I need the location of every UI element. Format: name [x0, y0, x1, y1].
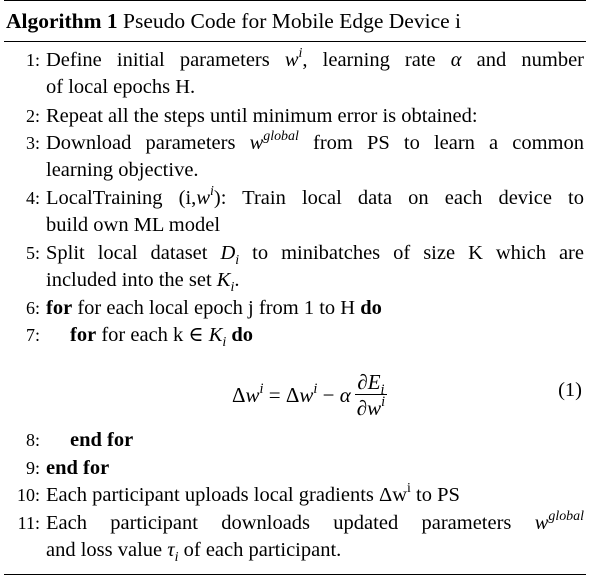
line-row: Each participant uploads local gradients $\Delta w^i$ to PS: [46, 481, 460, 506]
line-text: [46, 455, 584, 482]
equation-lhs: $\Delta w^i = \Delta w^i - \alpha$: [232, 380, 351, 407]
line-row: and loss value $\tau_i$ of each participant.: [46, 539, 342, 566]
end-for-keyword: end for: [70, 429, 134, 451]
line-number: 6:: [25, 298, 40, 318]
line-text: [46, 47, 584, 101]
line-row: Define initial parameters $w^i$, learning rate α and number: [46, 46, 584, 71]
equation-1: [4, 365, 586, 425]
line-number: 2:: [25, 106, 40, 126]
line-row: Each participant downloads updated parameters $w^{global}$: [46, 509, 584, 534]
line-text: [46, 103, 584, 130]
do-keyword: do: [360, 297, 382, 319]
line-text: [46, 295, 584, 322]
end-for-keyword: end for: [46, 457, 110, 479]
algorithm-label: Algorithm 1: [6, 9, 118, 33]
caption-rule: [4, 41, 586, 42]
line-text: [46, 240, 584, 294]
algorithm-caption: [6, 6, 461, 36]
line-text: [70, 427, 584, 454]
line-row: LocalTraining $(i,w^i)$: Train local data on each device to: [46, 184, 584, 209]
line-number: 4:: [25, 188, 40, 208]
line-number: 7:: [25, 325, 40, 345]
do-keyword: do: [231, 324, 254, 346]
line-number: 11:: [17, 513, 40, 533]
line-text: [46, 130, 584, 184]
line-row: included into the set $K_i$.: [46, 269, 240, 296]
line-row: Repeat all the steps until minimum error is obtained:: [46, 105, 478, 127]
top-rule: [4, 0, 586, 1]
algorithm-title: Pseudo Code for Mobile Edge Device i: [123, 9, 461, 33]
line-number: 1:: [25, 50, 40, 70]
line-row: Split local dataset $D_i$ to minibatches of size K which are: [46, 242, 584, 269]
line-number: 8:: [25, 430, 40, 450]
line-number: 3:: [25, 133, 40, 153]
fraction-numerator: $\partial E_i$: [357, 369, 385, 398]
line-text: [46, 482, 584, 509]
line-row: Download parameters $w^{global}$ from PS to learn a common: [46, 129, 584, 154]
for-keyword: for: [46, 297, 73, 319]
line-text: [46, 510, 584, 564]
equation-number: (1): [558, 379, 582, 401]
line-row: build own ML model: [46, 214, 221, 236]
line-row: of local epochs H.: [46, 76, 196, 98]
fraction-denominator: $\partial w^i$: [356, 393, 386, 420]
loop-condition: for each local epoch j from 1 to H: [77, 297, 356, 319]
line-number: 9:: [25, 458, 40, 478]
equation-fraction: [355, 370, 387, 421]
line-number: 5:: [25, 243, 40, 263]
line-row: learning objective.: [46, 159, 199, 181]
for-keyword: for: [70, 324, 97, 346]
line-text: for for each k ∈ $K_i$ do: [70, 324, 254, 351]
line-number: 10:: [16, 485, 40, 505]
equation-body: [232, 365, 387, 425]
line-text: [46, 185, 584, 239]
bottom-rule: [4, 574, 586, 575]
